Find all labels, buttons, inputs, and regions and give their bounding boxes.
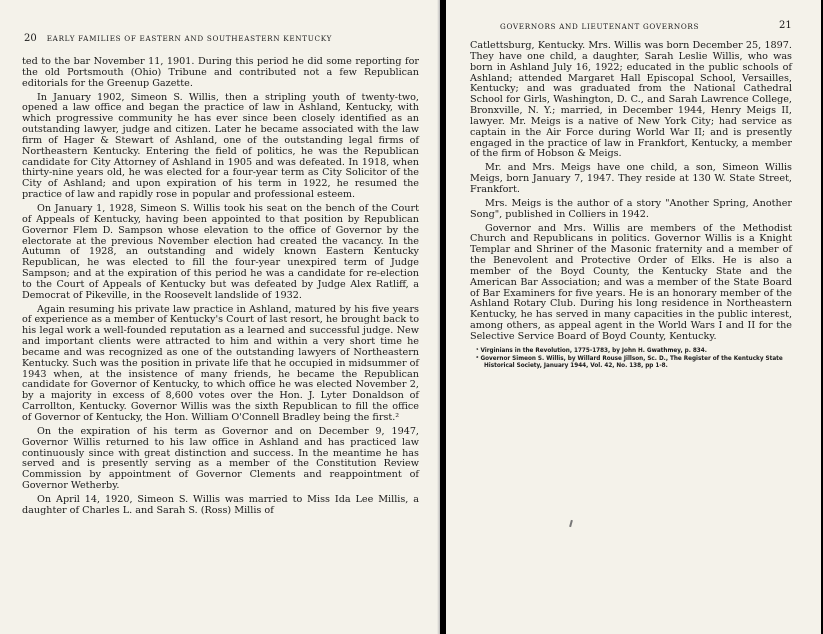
footnote-2: ² Governor Simeon S. Willis, by Willard Rouse Jillson, Sc. D., The Register of the Kentucky State Historical Society, January 1944, Vol. 42, No. 138, pp 1-8. — [476, 356, 783, 369]
right-running-head: GOVERNORS AND LIEUTENANT GOVERNORS — [500, 22, 700, 31]
right-body-text — [470, 41, 792, 346]
left-paragraph-2: In January 1902, Simeon S. Willis, then a stripling youth of twenty-two, opened a law office and began the practice of law in Ashland, Kentucky, with which progressive community he has ever since been closely identified as an outstanding lawyer, judge and citizen. Later he became associated with the law firm of Hager & Stewart of Ashland, one of the outstanding legal firms of Northeastern Kentucky. Entering the field of politics, he was the Republican candidate for City Attorney of Ashland in 1905 and was defeated. In 1918, when thirty-nine years old, he was elected for a four-year term as City Solicitor of the City of Ashland; and upon expiration of his term in 1922, he resumed the practice of law and rapidly rose in popular and professional esteem. — [22, 91, 419, 201]
left-paragraph-3: On January 1, 1928, Simeon S. Willis took his seat on the bench of the Court of Appeals of Kentucky, having been appointed to that position by Republican Governor Flem D. Sampson whose elevation to the office of Governor by the electorate at the previous November election had created the vacancy. In the Autumn of 1928, an outstanding and widely known Eastern Kentucky Republican, he was elected to fill the four-year unexpired term of Judge Sampson; and at the expiration of this period he was a candidate for re-election to the Court of Appeals of Kentucky but was defeated by Judge Alex Ratliff, a Democrat of Pikeville, in the Roosevelt landslide of 1932. — [22, 202, 419, 301]
right-paragraph-3: Mrs. Meigs is the author of a story "Another Spring, Another Song", published in Colliers in 1942. — [470, 197, 792, 220]
right-paragraph-2: Mr. and Mrs. Meigs have one child, a son, Simeon Willis Meigs, born January 7, 1947. They reside at 130 W. State Street, Frankfort. — [470, 162, 792, 195]
left-paragraph-4: Again resuming his private law practice in Ashland, matured by his five years of experience as a member of Kentucky's Court of last resort, he brought back to his legal work a well-founded reputation as a learned and successful judge. New and important clients were attracted to him and within a very short time he became and was recognized as one of the outstanding lawyers of Northeastern Kentucky. Such was the position in private life that he occupied in midsummer of 1943 when, at the insistence of many friends, he became the Republican candidate for Governor of Kentucky, to which office he was elected November 2, by a majority in excess of 8,600 votes over the Hon. J. Lyter Donaldson of Carrollton, Kentucky. Governor Willis was the sixth Republican to fill the office of Governor of Kentucky, the Hon. William O'Connell Bradley being the first.² — [22, 303, 419, 423]
right-page-number: 21 — [779, 20, 792, 31]
left-running-head — [24, 33, 332, 44]
footnotes — [470, 348, 792, 371]
left-body-text — [22, 57, 419, 520]
right-page — [446, 0, 821, 634]
stray-ink-mark — [569, 520, 573, 527]
footnote-1: ¹ Virginians in the Revolution, 1775-1783, by John H. Gwathmey, p. 834. — [476, 348, 707, 354]
left-paragraph-1: ted to the bar November 11, 1901. During this period he did some reporting for the old Portsmouth (Ohio) Tribune and contributed not a few Republican editorials for the Greenup Gazette. — [22, 56, 419, 89]
left-page-number: 20 — [24, 33, 37, 44]
left-paragraph-6: On April 14, 1920, Simeon S. Willis was married to Miss Ida Lee Millis, a daughter of Charles L. and Sarah S. (Ross) Millis of — [22, 493, 419, 516]
left-paragraph-5: On the expiration of his term as Governor and on December 9, 1947, Governor Willis returned to his law office in Ashland and has practiced law continuously since with great distinction and success. In the meantime he has served and is presently serving as a member of the Constitution Review Commission by appointment of Governor Clements and reappointment of Governor Wetherby. — [22, 425, 419, 492]
left-running-head-title: EARLY FAMILIES OF EASTERN AND SOUTHEASTERN KENTUCKY — [46, 34, 333, 43]
right-paragraph-1: Catlettsburg, Kentucky. Mrs. Willis was born December 25, 1897. They have one child, a daughter, Sarah Leslie Willis, who was born in Ashland July 16, 1922; educated in the public schools of Ashland; attended Margaret Hall Episcopal School, Versailles, Kentucky; and was graduated from the National Cathedral School for Girls, Washington, D. C., and Sarah Lawrence College, Bronxville, N. Y.; married, in December 1944, Henry Meigs II, lawyer. Mr. Meigs is a native of New York City; had service as captain in the Air Force during World War II; and is presently engaged in the practice of law in Frankfort, Kentucky, a member of the firm of Hobson & Meigs. — [470, 40, 792, 160]
right-paragraph-4: Governor and Mrs. Willis are members of the Methodist Church and Republicans in politics. Governor Willis is a Knight Templar and Shriner of the Masonic fraternity and a member of the Benevolent and Protective Order of Elks. He is also a member of the Boyd County, the Kentucky State and the American Bar Association; and was a member of the State Board of Bar Examiners for five years. He is an honorary member of the Ashland Rotary Club. During his long residence in Northeastern Kentucky, he has served in many capacities in the public interest, among others, as appeal agent in the World Wars I and II for the Selective Service Board of Boyd County, Kentucky. — [470, 222, 792, 342]
